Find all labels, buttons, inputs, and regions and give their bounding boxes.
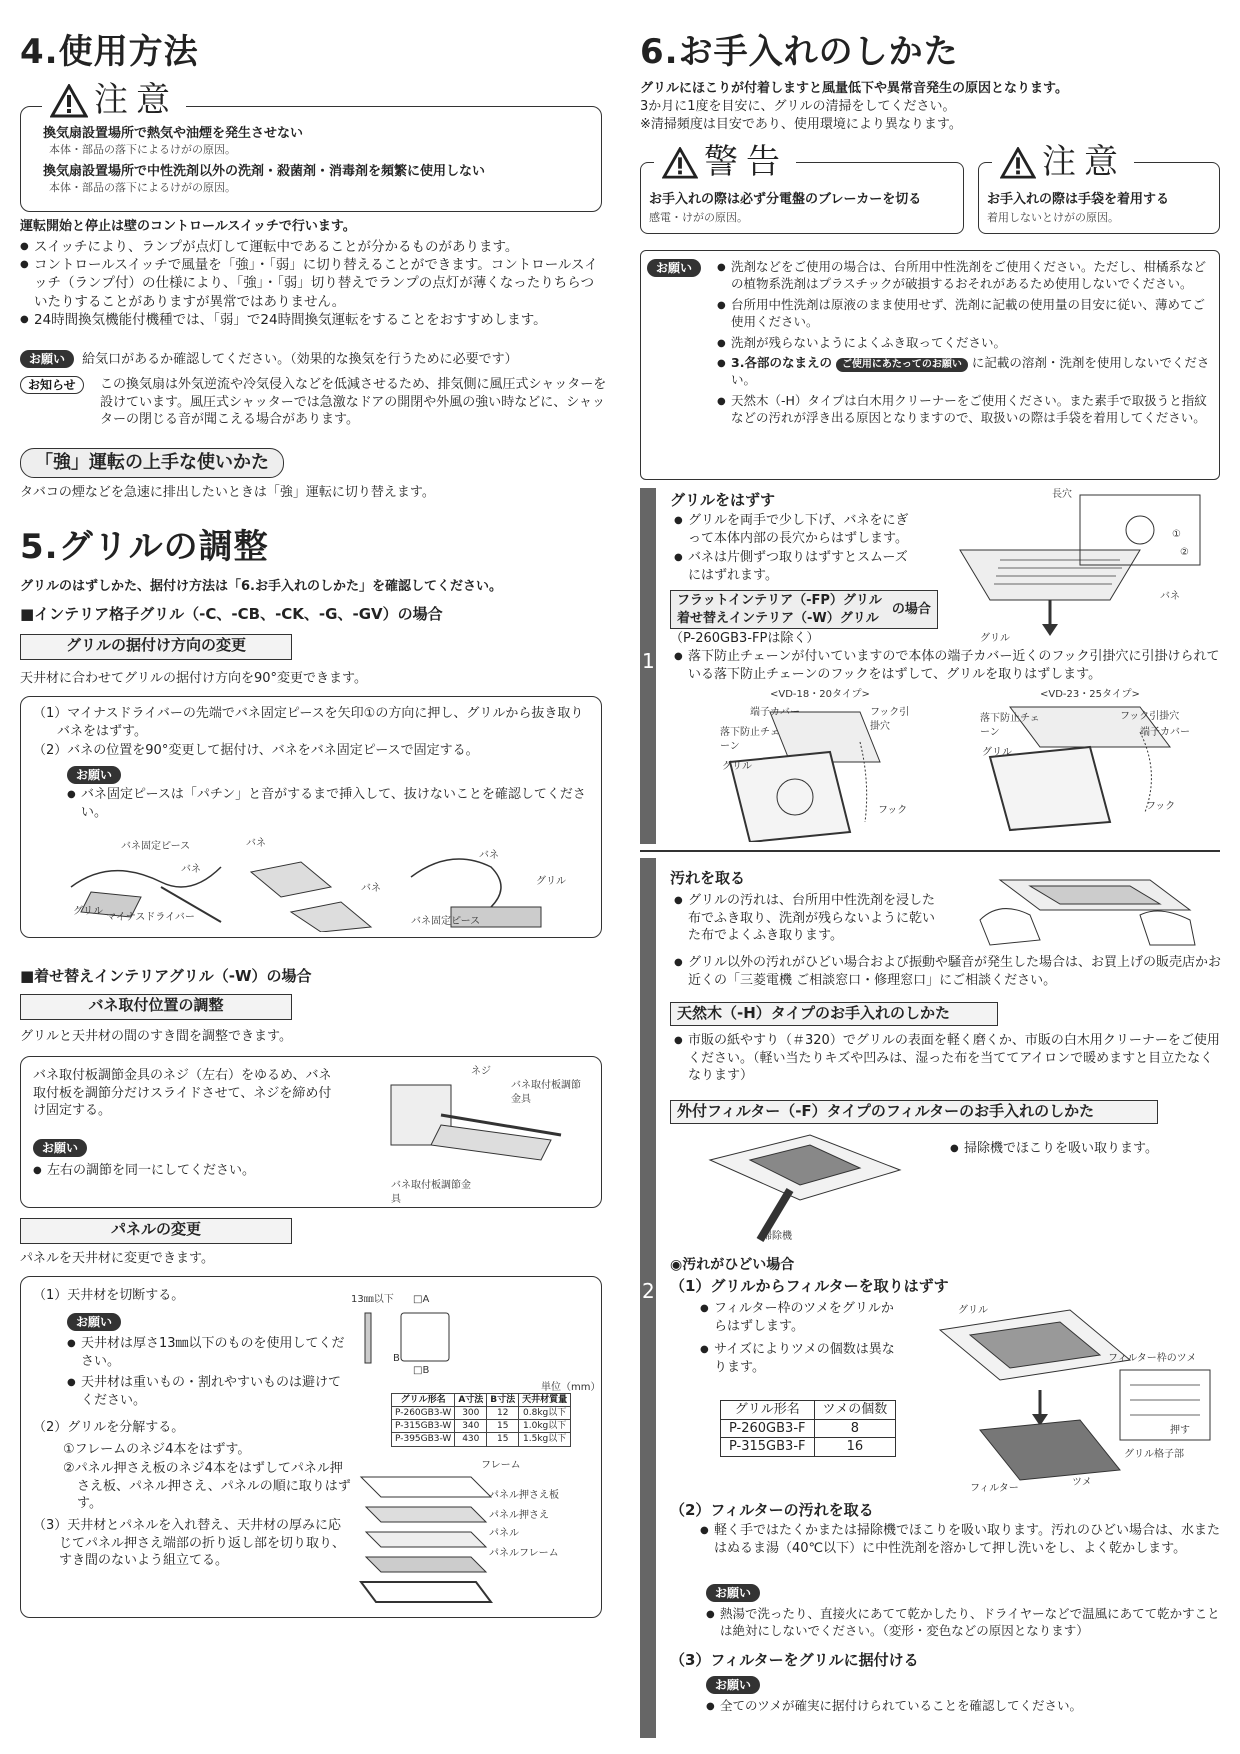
fig-label: 落下防止チェーン [720,727,780,752]
dim-b-label: □B [413,1365,430,1376]
dirty-step-1-item: ● サイズによりツメの個数は異なります。 [700,1341,900,1376]
onegai-row [20,350,610,369]
fig-label: グリル [980,633,1010,644]
cleaning-onegai-box [640,250,1220,480]
dirty-step-2-onegai-badge: お願い [706,1584,760,1602]
panel-size-table [391,1393,571,1447]
onegai-badge: お願い [20,350,74,368]
onegai-badge: お願い [647,259,701,277]
table-header: A寸法 [455,1394,487,1407]
dir-onegai-text: ● バネ固定ピースは「パチン」と音がするまで挿入して、抜けないことを確認してください。 [67,786,591,821]
table-cell: 16 [814,1438,896,1457]
flat-box-line-2: 着せ替えインテリア（-W）グリル [677,610,879,626]
fig-label: パネルフレーム [489,1548,559,1559]
panel-step-2: （2）グリルを分解する。 [33,1420,185,1436]
dim-b-side-label: B [393,1353,400,1364]
fig-label: バネ取付板調節金具 [511,1080,581,1105]
dir-change-box [20,696,602,938]
flat-item: ● 落下防止チェーンが付いていますので本体の端子カバー近くのフック引掛穴に引掛けられている落下防止チェーンのフックをはずして、グリルを取りはずします。 [674,648,1222,683]
spring-adjust-instruction: バネ取付板調節金具のネジ（左右）をゆるめ、バネ取付板を調節分だけスライドさせて、ネジを締め付け固定する。 [33,1068,332,1119]
table-cell: P-395GB3-W [392,1433,455,1446]
dirty-step-1-item: ● フィルター枠のツメをグリルからはずします。 [700,1300,900,1335]
unit-label: 単位（mm） [541,1382,601,1393]
fig-label: フック [878,805,908,816]
panel-onegai-badge: お願い [67,1313,121,1331]
fig-label: マイナスドライバー [106,912,195,923]
table-cell: P-315GB3-F [721,1438,815,1457]
panel-onegai-text: ● 天井材は厚さ13㎜以下のものを使用してください。 [67,1335,353,1370]
caution-sub: 着用しないとけがの原因。 [987,211,1119,224]
fig-label: ツメ [1072,1477,1092,1488]
dirty-title: ◉汚れがひどい場合 [670,1257,795,1273]
type-a-label: <VD-18・20タイプ> [770,689,870,700]
fig-label: 端子カバー [750,707,800,718]
table-cell: P-315GB3-W [392,1420,455,1433]
step-1-item: ● グリルを両手で少し下げ、バネをにぎって本体内部の長穴からはずします。 [674,512,914,547]
fig-label: フィルター枠のツメ [1108,1353,1197,1364]
type-b-label: <VD-23・25タイプ> [1040,689,1140,700]
table-cell: 1.0kg以下 [519,1420,571,1433]
filter-bar: 外付フィルター（-F）タイプのフィルターのお手入れのしかた [670,1100,1158,1124]
spring-adjust-box [20,1056,602,1208]
fig-label: 押す [1170,1425,1190,1436]
operation-item: ● スイッチにより、ランプが点灯して運転中であることが分かるものがあります。 [20,238,600,256]
fig-label: フック引掛穴 [870,707,910,732]
warning-sub: 感電・けがの原因。 [649,211,748,224]
caution-heading [42,78,186,124]
onegai-item: ● 洗剤などをご使用の場合は、台所用中性洗剤をご使用ください。ただし、柑橘系などの植物系洗剤はプラスチックが破損するおそれがあるため使用しないでください。 [717,259,1211,293]
panel-step-1: （1）天井材を切断する。 [33,1288,185,1303]
fig-label: 端子カバー [1140,727,1190,738]
table-cell: 12 [487,1407,519,1420]
divider [640,850,1220,852]
table-cell: 340 [455,1420,487,1433]
table-cell: 15 [487,1433,519,1446]
table-row [392,1407,571,1420]
case1-title: ■インテリア格子グリル（-C、-CB、-CK、-G、-GV）の場合 [20,605,443,623]
panel-change-bar: パネルの変更 [20,1218,292,1244]
caution-heading-2 [992,140,1134,186]
table-row [721,1419,896,1438]
strong-mode-text: タバコの煙などを急速に排出したいときは「強」運転に切り替えます。 [20,485,435,500]
section-6-lead-2: 3か月に1度を目安に、グリルの清掃をしてください。 [640,99,956,114]
caution-item-1-sub: 本体・部品の落下によるけがの原因。 [49,142,236,156]
onegai-item [717,355,1211,389]
onegai-item: ● 天然木（-H）タイプは白木用クリーナーをご使用ください。また素手で取扱うと指紋などの汚れが浮き出る原因となりますので、取扱いの際は手袋を着用してください。 [717,393,1211,427]
warning-head: お手入れの際は必ず分電盤のブレーカーを切る [649,192,922,207]
panel-change-text: パネルを天井材に変更できます。 [20,1251,214,1266]
wood-item: ● 市販の紙やすり（＃320）でグリルの表面を軽く磨くか、市販の白木用クリーナーをご使用ください。（軽い当たりキズや凹みは、湿った布を当ててアイロンで暖めますと目立たなくなります） [674,1032,1222,1085]
oshirase-text: この換気扇は外気逆流や冷気侵入などを低減させるため、排気側に風圧式シャッターを設けています。風圧式シャッターでは急激なドアの開閉や外風の強い時などに、シャッターの閉じる音が聞こえる場合があります。 [100,377,607,428]
caution-label: 注意 [94,80,178,120]
section-4-title: 4.使用方法 [20,32,199,72]
oshirase-badge: お知らせ [20,376,84,394]
warning-triangle-icon [662,147,698,179]
fig-label: グリル [722,761,752,772]
caution-item-1-head: 換気扇設置場所で熱気や油煙を発生させない [43,126,304,141]
table-cell: 300 [455,1407,487,1420]
section-5-title: 5.グリルの調整 [20,527,269,567]
table-cell: P-260GB3-F [721,1419,815,1438]
oshirase-row [20,376,610,429]
caution-item-2-sub: 本体・部品の落下によるけがの原因。 [49,180,236,194]
dim-a-label: □A [413,1294,430,1305]
onegai-item: ● 台所用中性洗剤は原液のまま使用せず、洗剤に記載の使用量の目安に従い、薄めてご使用ください。 [717,297,1211,331]
fig-label: 掃除機 [762,1231,792,1242]
dirty-step-3: （3）フィルターをグリルに据付ける [670,1651,919,1669]
section-6-lead-1: グリルにほこりが付着しますと風量低下や異常音発生の原因となります。 [640,81,1068,96]
step-2-item: ● グリル以外の汚れがひどい場合および振動や騒音が発生した場合は、お買上げの販売店かお近くの「三菱電機 ご相談窓口・修理窓口」にご相談ください。 [674,954,1222,989]
operation-item: ● コントロールスイッチで風量を「強」・「弱」に切り替えることができます。コントロールスイッチ（ランプ付）の仕様により、「強」・「弱」切り替えでランプの点灯が薄くなったりちらついたりすることがありますが異常ではありません。 [20,256,600,311]
step-2-item: ● グリルの汚れは、台所用中性洗剤を浸した布でふき取り、洗剤が残らないように乾いた布でよくふき取ります。 [674,892,944,945]
warning-triangle-icon [1000,147,1036,179]
fig-label: グリル [73,906,103,917]
panel-exploded-diagram [351,1457,501,1607]
onegai-item-4-pre: 3.各部のなまえの [731,355,832,371]
dir-step-1: （1）マイナスドライバーの先端でバネ固定ピースを矢印①の方向に押し、グリルから抜き取りバネをはずす。 [33,706,584,739]
warning-label: 警告 [704,142,788,182]
step-1-title: グリルをはずす [670,491,776,509]
fig-label: バネ固定ピース [411,916,481,927]
fig-label: グリル [982,747,1012,758]
wood-bar: 天然木（-H）タイプのお手入れのしかた [670,1002,998,1026]
dir-change-bar: グリルの据付け方向の変更 [20,634,292,660]
fig-label: ネジ [471,1066,491,1077]
table-cell: 8 [814,1419,896,1438]
section-5-lead: グリルのはずしかた、据付け方法は「6.お手入れのしかた」を確認してください。 [20,579,502,594]
fig-label: バネ取付板調節金具 [391,1180,471,1205]
spring-adjust-bar: バネ取付位置の調整 [20,994,292,1020]
step-2-sidebar [640,858,656,1738]
dirty-step-2: （2）フィルターの汚れを取る [670,1501,874,1519]
operation-lead: 運転開始と停止は壁のコントロールスイッチで行います。 [20,219,356,234]
fig-label: フック [1146,801,1176,812]
section-6-title: 6.お手入れのしかた [640,32,959,72]
onegai-item: ● 洗剤が残らないようによくふき取ってください。 [717,335,1211,352]
claw-count-table [720,1400,896,1457]
fig-label: バネ [361,883,381,894]
fig-label: グリル [536,876,566,887]
panel-step-3: （3）天井材とパネルを入れ替え、天井材の厚みに応じてパネル押さえ端部の折り返し部を切り取り、すき間のないよう組立てる。 [33,1518,346,1569]
spring-onegai-badge: お願い [33,1139,87,1157]
table-cell: 430 [455,1433,487,1446]
flat-grille-box [670,590,938,629]
warning-triangle-icon [50,84,88,118]
fig-label: フック引掛穴 [1120,711,1180,722]
dir-change-text: 天井材に合わせてグリルの据付け方向を90°変更できます。 [20,671,368,686]
dirty-step-3-onegai-badge: お願い [706,1676,760,1694]
flat-box-suffix: の場合 [891,601,931,617]
vacuum-filter-diagram [690,1130,910,1250]
fig-label: バネ固定ピース [121,841,191,852]
dir-onegai-badge: お願い [67,766,121,784]
caution-head: お手入れの際は手袋を着用する [987,192,1170,207]
step-1-sidebar [640,488,656,844]
grille-removal-diagram [940,490,1210,640]
spring-onegai-text: ● 左右の調節を同一にしてください。 [33,1162,353,1180]
fig-label: パネル押さえ [489,1510,549,1521]
fig-label: バネ [1160,591,1180,602]
table-row [721,1438,896,1457]
panel-onegai-text: ● 天井材は重いもの・割れやすいものは避けてください。 [67,1374,353,1409]
step-2-title: 汚れを取る [670,869,746,887]
panel-step-2a: ①フレームのネジ4本をはずす。 [63,1441,251,1457]
fig-label: バネ [246,838,266,849]
filter-removal-diagram [930,1300,1220,1500]
onegai-item-4-post: に記載の溶剤・洗剤を使用しないでください。 [731,355,1210,388]
fig-label: フレーム [481,1460,521,1471]
dim-label: 13㎜以下 [351,1294,394,1305]
fig-label: 長穴 [1052,489,1072,500]
table-cell: P-260GB3-W [392,1407,455,1420]
table-header: ツメの個数 [814,1401,896,1420]
dir-step-2: （2）バネの位置を90°変更して据付け、バネをバネ固定ピースで固定する。 [33,743,479,759]
strong-mode-title: 「強」運転の上手な使いかた [20,448,284,478]
caution-item-2-head: 換気扇設置場所で中性洗剤以外の洗剤・殺菌剤・消毒剤を頻繁に使用しない [43,164,486,180]
warning-heading [654,140,796,186]
table-row [392,1433,571,1446]
step-2-number: 2 [642,1279,655,1303]
fig-label: フィルター [970,1483,1019,1494]
fig-label: グリル [958,1305,988,1316]
panel-step-2b: ②パネル押さえ板のネジ4本をはずしてパネル押さえ板、パネル押さえ、パネルの順に取りはずす。 [63,1461,351,1512]
dirty-step-3-onegai-text: ● 全てのツメが確実に据付けられていることを確認してください。 [706,1698,1222,1715]
dirty-step-1: （1）グリルからフィルターを取りはずす [670,1277,949,1295]
case2-title: ■着せ替えインテリアグリル（-W）の場合 [20,967,312,985]
onegai-text: 給気口があるか確認してください。（効果的な換気を行うために必要です） [82,352,518,367]
step-1-number: 1 [642,649,655,673]
fig-label: バネ [479,850,499,861]
table-header: B寸法 [487,1394,519,1407]
table-header: 天井材質量 [519,1394,571,1407]
spring-adjust-text: グリルと天井材の間のすき間を調整できます。 [20,1029,292,1044]
section-6-lead-3: ※清掃頻度は目安であり、使用環境により異なります。 [640,117,962,132]
table-cell: 1.5kg以下 [519,1433,571,1446]
table-cell: 15 [487,1420,519,1433]
dirty-step-2-item: ● 軽く手ではたくかまたは掃除機でほこりを吸い取ります。汚れのひどい場合は、水またはぬるま湯（40℃以下）に中性洗剤を溶かして押し洗いをし、よく乾かします。 [700,1522,1220,1557]
fig-label: パネル押さえ板 [489,1490,559,1501]
table-row [392,1420,571,1433]
fig-label: グリル格子部 [1124,1449,1184,1460]
fig-label: ① [1172,529,1181,540]
ceiling-board-dimension-diagram [361,1307,471,1367]
panel-change-box [20,1276,602,1618]
operation-item: ● 24時間換気機能付機種では、「弱」で24時間換気運転をすることをおすすめします。 [20,311,600,329]
fig-label: ② [1180,547,1189,558]
table-cell: 0.8kg以下 [519,1407,571,1420]
fig-label: パネル [489,1528,519,1539]
usage-onegai-pill: ご使用にあたってのお願い [836,358,968,372]
wiping-diagram [960,860,1210,950]
flat-note: （P-260GB3-FPは除く） [670,631,820,646]
table-header: グリル形名 [721,1401,815,1420]
caution-label-2: 注意 [1042,142,1126,182]
fig-label: バネ [181,864,201,875]
flat-box-line-1: フラットインテリア（-FP）グリル [677,593,882,608]
fig-label: 落下防止チェーン [980,713,1040,738]
dirty-step-2-onegai-text: ● 熱湯で洗ったり、直接火にあてて乾かしたり、ドライヤーなどで温風にあてて乾かすことは絶対にしないでください。（変形・変色などの原因となります） [706,1606,1222,1640]
operation-list [20,238,600,329]
table-header: グリル形名 [392,1394,455,1407]
step-1-item: ● バネは片側ずつ取りはずすとスムーズにはずれます。 [674,549,914,584]
filter-item: ● 掃除機でほこりを吸い取ります。 [950,1140,1158,1158]
